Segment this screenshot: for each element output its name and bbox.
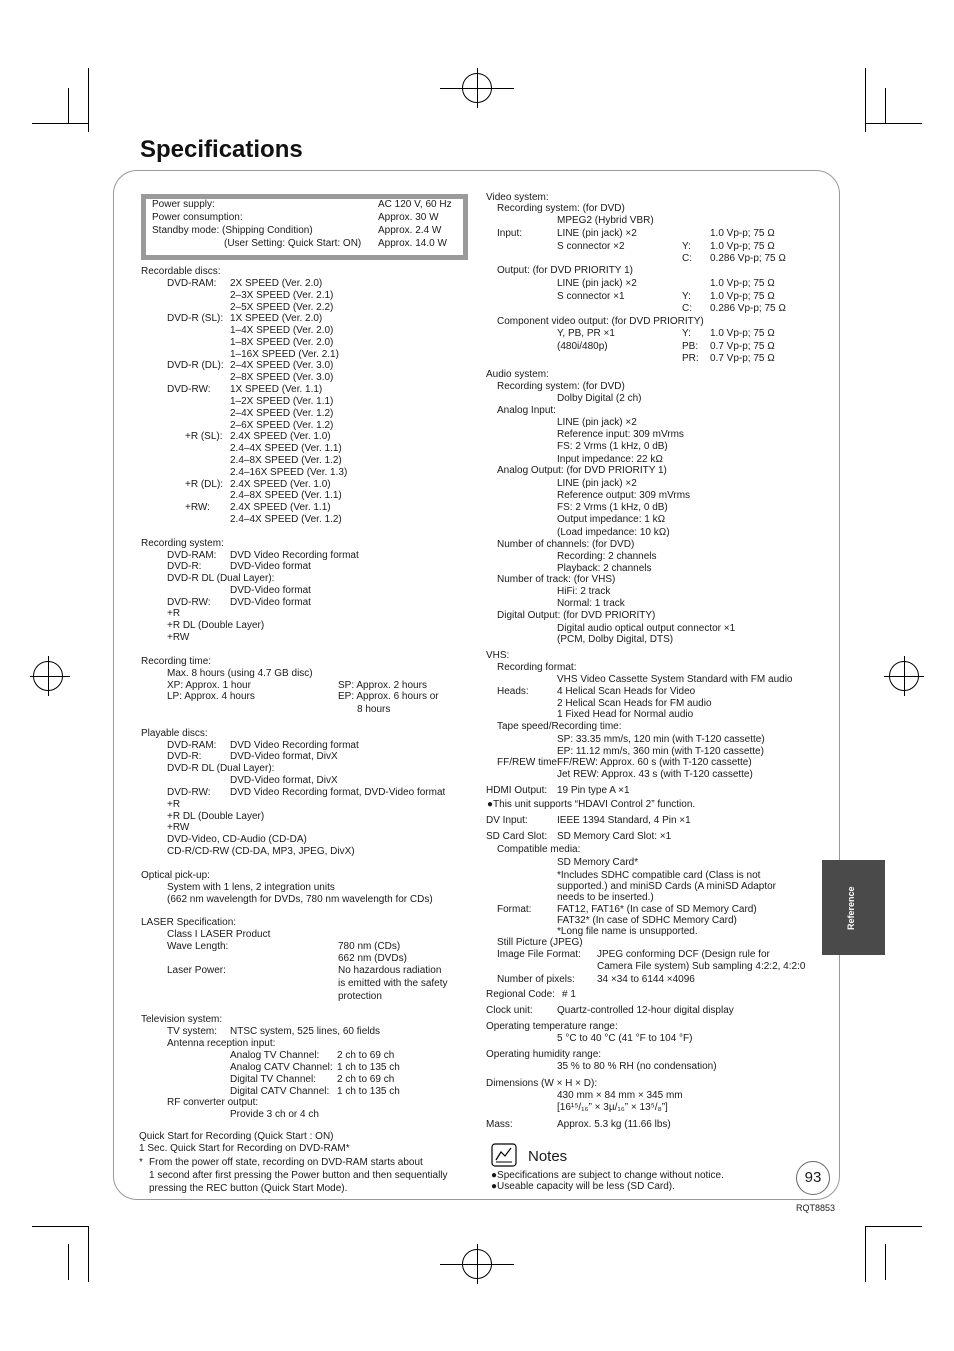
spec-text: 2 ch to 69 ch (337, 1050, 395, 1061)
crop-mark (32, 1226, 88, 1227)
spec-text: SD Memory Card* (557, 857, 639, 868)
spec-text: Standby mode: (Shipping Condition) (152, 225, 313, 236)
reference-tab-label: Reference (846, 886, 856, 930)
spec-text: SD Memory Card Slot: ×1 (557, 831, 672, 842)
spec-text: 2.4–4X SPEED (Ver. 1.1) (230, 443, 342, 454)
spec-text: +R (SL): (185, 431, 223, 442)
spec-text: FAT32* (In case of SDHC Memory Card) (557, 915, 737, 926)
spec-text: ●This unit supports “HDAVI Control 2” function. (487, 799, 696, 810)
reference-tab (822, 860, 885, 955)
spec-text: +R DL (Double Layer) (167, 811, 265, 822)
spec-text: +RW (167, 822, 190, 833)
spec-text: RF converter output: (167, 1097, 259, 1108)
spec-text: Optical pick-up: (141, 870, 210, 881)
spec-text: Still Picture (JPEG) (497, 937, 583, 948)
notes-title: Notes (528, 1148, 568, 1165)
spec-text: DVD-RW: (167, 597, 211, 608)
spec-text: 2.4X SPEED (Ver. 1.0) (230, 479, 331, 490)
spec-text: DVD-Video format (230, 597, 311, 608)
spec-text: Reference output: 309 mVrms (557, 490, 691, 501)
spec-text: +RW (167, 632, 190, 643)
note-line: ●Useable capacity will be less (SD Card). (491, 1181, 675, 1192)
spec-text: 1.0 Vp-p; 75 Ω (710, 278, 775, 289)
spec-text: FS: 2 Vrms (1 kHz, 0 dB) (557, 441, 668, 452)
spec-text: 662 nm (DVDs) (338, 953, 407, 964)
spec-text: 2–6X SPEED (Ver. 1.2) (230, 420, 334, 431)
spec-text: Y: (682, 241, 691, 252)
crop-mark (32, 123, 88, 124)
spec-text: HiFi: 2 track (557, 586, 611, 597)
spec-text: Compatible media: (497, 844, 581, 855)
spec-text: FS: 2 Vrms (1 kHz, 0 dB) (557, 502, 668, 513)
spec-text: 4 Helical Scan Heads for Video (557, 686, 696, 697)
spec-text: HDMI Output: (486, 785, 548, 796)
spec-text: 430 mm × 84 mm × 345 mm (557, 1090, 683, 1101)
spec-text: Max. 8 hours (using 4.7 GB disc) (167, 668, 313, 679)
spec-text: Approx. 30 W (378, 212, 439, 223)
spec-text: 780 nm (CDs) (338, 941, 401, 952)
spec-text: C: (682, 303, 692, 314)
spec-text: * (139, 1157, 143, 1168)
spec-text: EP: 11.12 mm/s, 360 min (with T-120 cassette) (557, 746, 764, 757)
registration-mark (477, 68, 478, 108)
spec-text: 2–3X SPEED (Ver. 2.1) (230, 290, 334, 301)
spec-text: Dolby Digital (2 ch) (557, 393, 642, 404)
spec-text: 1 ch to 135 ch (337, 1062, 400, 1073)
spec-text: (662 nm wavelength for DVDs, 780 nm wavelength for CDs) (167, 894, 433, 905)
registration-mark (477, 1244, 478, 1284)
spec-text: 1.0 Vp-p; 75 Ω (710, 241, 775, 252)
spec-text: Recording system: (141, 538, 224, 549)
spec-text: DVD-R (DL): (167, 360, 224, 371)
spec-text: Approx. 2.4 W (378, 225, 442, 236)
spec-text: Analog CATV Channel: (230, 1062, 333, 1073)
spec-text: Audio system: (486, 369, 549, 380)
spec-text: SP: 33.35 mm/s, 120 min (with T-120 cassette) (557, 734, 765, 745)
spec-text: NTSC system, 525 lines, 60 fields (230, 1026, 381, 1037)
spec-text: 5 °C to 40 °C (41 °F to 104 °F) (557, 1033, 693, 1044)
spec-text: FF/REW: Approx. 60 s (with T-120 cassette) (557, 757, 752, 768)
spec-text: DVD-Video format, DivX (230, 751, 338, 762)
spec-text: needs to be inserted.) (557, 892, 654, 903)
spec-text: 34 ×34 to 6144 ×4096 (597, 974, 695, 985)
spec-text: Regional Code: (486, 989, 555, 1000)
spec-text: *Long file name is unsupported. (557, 926, 698, 937)
spec-text: protection (338, 991, 382, 1002)
spec-text: +R (167, 799, 181, 810)
spec-text: 2X SPEED (Ver. 2.0) (230, 278, 323, 289)
spec-text: 1 ch to 135 ch (337, 1086, 400, 1097)
spec-text: DV Input: (486, 815, 528, 826)
spec-text: FF/REW time: (497, 757, 560, 768)
spec-text: DVD-Video format, DivX (230, 775, 338, 786)
spec-text: Digital Output: (for DVD PRIORITY) (497, 610, 656, 621)
spec-text: Y: (682, 328, 691, 339)
spec-text: DVD-RW: (167, 384, 211, 395)
spec-text: 1.0 Vp-p; 75 Ω (710, 328, 775, 339)
spec-text: 2.4–16X SPEED (Ver. 1.3) (230, 467, 348, 478)
spec-text: AC 120 V, 60 Hz (378, 199, 452, 210)
spec-text: DVD-Video format (230, 561, 311, 572)
spec-text: Quick Start for Recording (Quick Start : ON) (139, 1131, 334, 1142)
spec-text: LINE (pin jack) ×2 (557, 478, 637, 489)
spec-text: DVD-R DL (Dual Layer): (167, 573, 275, 584)
spec-text: TV system: (167, 1026, 218, 1037)
spec-text: (480i/480p) (557, 341, 608, 352)
note-line: ●Specifications are subject to change without notice. (491, 1170, 724, 1181)
spec-text: 2–4X SPEED (Ver. 1.2) (230, 408, 334, 419)
spec-text: 1 Fixed Head for Normal audio (557, 709, 694, 720)
spec-text: (PCM, Dolby Digital, DTS) (557, 634, 674, 645)
crop-mark (885, 88, 886, 124)
spec-text: Number of pixels: (497, 974, 575, 985)
spec-text: Television system: (141, 1014, 223, 1025)
spec-text: Tape speed/Recording time: (497, 721, 622, 732)
spec-text: Power supply: (152, 199, 215, 210)
spec-text: 1 second after first pressing the Power button and then sequentially (149, 1170, 448, 1181)
spec-text: Recording: 2 channels (557, 551, 657, 562)
crop-mark (88, 68, 89, 132)
spec-text: Wave Length: (167, 941, 229, 952)
spec-text: JPEG conforming DCF (Design rule for (597, 949, 770, 960)
spec-text: 2.4–8X SPEED (Ver. 1.1) (230, 490, 342, 501)
spec-text: Digital CATV Channel: (230, 1086, 330, 1097)
spec-text: VHS Video Cassette System Standard with FM audio (557, 674, 793, 685)
spec-text: System with 1 lens, 2 integration units (167, 882, 335, 893)
spec-text: Approx. 5.3 kg (11.66 lbs) (557, 1119, 671, 1130)
spec-text: 1–4X SPEED (Ver. 2.0) (230, 325, 334, 336)
spec-text: *Includes SDHC compatible card (Class is not (557, 870, 761, 881)
spec-text: +R DL (Double Layer) (167, 620, 265, 631)
spec-text: Y, PB, PR ×1 (557, 328, 615, 339)
spec-text: Recordable discs: (141, 266, 221, 277)
spec-text: DVD-R DL (Dual Layer): (167, 763, 275, 774)
spec-text: Reference input: 309 mVrms (557, 429, 684, 440)
spec-text: 1 Sec. Quick Start for Recording on DVD-RAM* (139, 1143, 350, 1154)
spec-text: Digital audio optical output connector ×1 (557, 623, 736, 634)
spec-text: 2.4–8X SPEED (Ver. 1.2) (230, 455, 342, 466)
spec-text: SD Card Slot: (486, 831, 548, 842)
spec-text: 0.7 Vp-p; 75 Ω (710, 353, 775, 364)
spec-text: is emitted with the safety (338, 978, 448, 989)
spec-text: +R (167, 608, 181, 619)
spec-text: 0.7 Vp-p; 75 Ω (710, 341, 775, 352)
spec-text: C: (682, 253, 692, 264)
spec-text: DVD Video Recording format, DVD-Video format (230, 787, 446, 798)
crop-mark (865, 1226, 866, 1282)
spec-text: 1–8X SPEED (Ver. 2.0) (230, 337, 334, 348)
crop-mark (68, 1244, 69, 1280)
spec-text: 1–16X SPEED (Ver. 2.1) (230, 349, 339, 360)
spec-text: Operating humidity range: (486, 1049, 602, 1060)
spec-text: DVD-R: (167, 751, 202, 762)
spec-text: Component video output: (for DVD PRIORITY) (497, 316, 704, 327)
spec-text: Number of track: (for VHS) (497, 574, 616, 585)
spec-text: DVD Video Recording format (230, 550, 359, 561)
spec-text: Y: (682, 291, 691, 302)
spec-text: Normal: 1 track (557, 598, 625, 609)
page-number: 93 (796, 1161, 830, 1195)
spec-text: Format: (497, 904, 532, 915)
spec-text: pressing the REC button (Quick Start Mode). (149, 1183, 348, 1194)
spec-text: Playback: 2 channels (557, 563, 652, 574)
notes-icon (491, 1143, 517, 1167)
spec-text: Provide 3 ch or 4 ch (230, 1109, 319, 1120)
spec-text: Approx. 14.0 W (378, 238, 447, 249)
spec-text: DVD-RAM: (167, 550, 217, 561)
crop-mark (68, 88, 69, 124)
spec-text: Playable discs: (141, 728, 208, 739)
crop-mark (866, 123, 922, 124)
crop-mark (866, 1226, 922, 1227)
spec-text: 0.286 Vp-p; 75 Ω (710, 303, 787, 314)
spec-text: Recording format: (497, 662, 577, 673)
spec-text: DVD-RAM: (167, 278, 217, 289)
spec-text: Number of channels: (for DVD) (497, 539, 635, 550)
spec-text: 1X SPEED (Ver. 1.1) (230, 384, 323, 395)
spec-text: Quartz-controlled 12-hour digital display (557, 1005, 734, 1016)
spec-text: LASER Specification: (141, 917, 237, 928)
spec-text: Power consumption: (152, 212, 243, 223)
spec-text: S connector ×1 (557, 291, 625, 302)
spec-text: (Load impedance: 10 kΩ) (557, 527, 670, 538)
spec-text: 1.0 Vp-p; 75 Ω (710, 228, 775, 239)
spec-text: From the power off state, recording on DVD-RAM starts about (149, 1157, 423, 1168)
spec-text: LP: Approx. 4 hours (167, 691, 255, 702)
spec-text: Image File Format: (497, 949, 581, 960)
spec-text: Analog Output: (for DVD PRIORITY 1) (497, 465, 667, 476)
spec-text: PR: (682, 353, 699, 364)
spec-text: 2 ch to 69 ch (337, 1074, 395, 1085)
spec-text: Analog TV Channel: (230, 1050, 320, 1061)
spec-text: DVD-R (SL): (167, 313, 224, 324)
spec-text: Clock unit: (486, 1005, 533, 1016)
spec-text: 2–4X SPEED (Ver. 3.0) (230, 360, 334, 371)
spec-text: EP: Approx. 6 hours or (338, 691, 439, 702)
spec-text: Output: (for DVD PRIORITY 1) (497, 265, 633, 276)
registration-mark (904, 656, 905, 696)
spec-text: VHS: (486, 650, 510, 661)
spec-text: CD-R/CD-RW (CD-DA, MP3, JPEG, DivX) (167, 846, 355, 857)
spec-text: # 1 (562, 989, 576, 1000)
spec-text: LINE (pin jack) ×2 (557, 278, 637, 289)
spec-text: Heads: (497, 686, 529, 697)
spec-text: Input impedance: 22 kΩ (557, 454, 664, 465)
spec-text: 35 % to 80 % RH (no condensation) (557, 1061, 717, 1072)
spec-text: DVD-RAM: (167, 740, 217, 751)
spec-text: DVD Video Recording format (230, 740, 359, 751)
spec-text: 1X SPEED (Ver. 2.0) (230, 313, 323, 324)
spec-text: Output impedance: 1 kΩ (557, 514, 666, 525)
spec-text: Recording time: (141, 656, 212, 667)
spec-text: LINE (pin jack) ×2 (557, 417, 637, 428)
spec-text: 2–5X SPEED (Ver. 2.2) (230, 302, 334, 313)
document-code: RQT8853 (796, 1203, 836, 1213)
page-title: Specifications (140, 136, 303, 163)
spec-text: +R (DL): (185, 479, 224, 490)
spec-text: +RW: (185, 502, 210, 513)
spec-text: S connector ×2 (557, 241, 625, 252)
spec-text: FAT12, FAT16* (In case of SD Memory Card) (557, 904, 757, 915)
spec-text: XP: Approx. 1 hour (167, 680, 251, 691)
spec-text: 2.4X SPEED (Ver. 1.0) (230, 431, 331, 442)
spec-text: [16¹⁵/₁₆” × 3µ/₁₆” × 13⁵/₈”] (557, 1102, 668, 1113)
spec-text: Mass: (486, 1119, 513, 1130)
spec-text: Digital TV Channel: (230, 1074, 316, 1085)
spec-text: Operating temperature range: (486, 1021, 618, 1032)
spec-text: DVD-Video format (230, 585, 311, 596)
spec-text: 0.286 Vp-p; 75 Ω (710, 253, 787, 264)
spec-text: Jet REW: Approx. 43 s (with T-120 cassette) (557, 769, 753, 780)
spec-text: 19 Pin type A ×1 (557, 785, 630, 796)
spec-text: Input: (497, 228, 523, 239)
spec-text: Analog Input: (497, 405, 556, 416)
registration-mark (48, 656, 49, 696)
spec-text: Dimensions (W × H × D): (486, 1078, 598, 1089)
spec-text: supported.) and miniSD Cards (A miniSD Adaptor (557, 881, 776, 892)
spec-text: PB: (682, 341, 699, 352)
spec-text: Camera File system) Sub sampling 4:2:2, 4:2:0 (597, 961, 806, 972)
spec-text: 1–2X SPEED (Ver. 1.1) (230, 396, 334, 407)
spec-text: DVD-RW: (167, 787, 211, 798)
spec-text: 2–8X SPEED (Ver. 3.0) (230, 372, 334, 383)
spec-text: DVD-R: (167, 561, 202, 572)
spec-text: Video system: (486, 192, 549, 203)
spec-text: 2.4–4X SPEED (Ver. 1.2) (230, 514, 342, 525)
spec-text: MPEG2 (Hybrid VBR) (557, 215, 654, 226)
spec-text: 1.0 Vp-p; 75 Ω (710, 291, 775, 302)
spec-text: 2 Helical Scan Heads for FM audio (557, 698, 712, 709)
spec-text: SP: Approx. 2 hours (338, 680, 427, 691)
spec-text: DVD-Video, CD-Audio (CD-DA) (167, 834, 307, 845)
registration-mark (30, 676, 70, 677)
spec-text: Laser Power: (167, 965, 226, 976)
crop-mark (88, 1226, 89, 1282)
spec-text: Class I LASER Product (167, 929, 271, 940)
spec-text: LINE (pin jack) ×2 (557, 228, 637, 239)
spec-text: Recording system: (for DVD) (497, 203, 625, 214)
spec-text: (User Setting: Quick Start: ON) (224, 238, 362, 249)
spec-text: 8 hours (357, 704, 391, 715)
spec-text: Antenna reception input: (167, 1038, 276, 1049)
crop-mark (885, 1244, 886, 1280)
spec-text: Recording system: (for DVD) (497, 381, 625, 392)
spec-text: No hazardous radiation (338, 965, 442, 976)
spec-text: 2.4X SPEED (Ver. 1.1) (230, 502, 331, 513)
spec-text: IEEE 1394 Standard, 4 Pin ×1 (557, 815, 691, 826)
